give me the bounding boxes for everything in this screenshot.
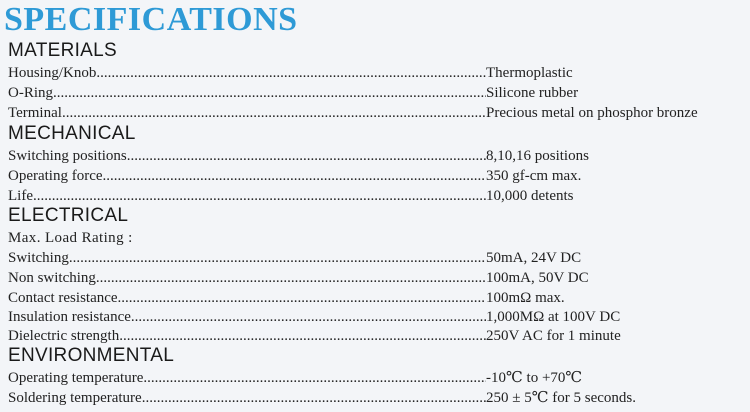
spec-value: 100mΩ max.: [486, 290, 565, 306]
spec-label: Non switching .....: [8, 268, 486, 288]
spec-row: [8, 103, 748, 123]
spec-value: 50mA, 24V DC: [486, 250, 582, 266]
page-title: SPECIFICATIONS: [4, 1, 298, 38]
spec-label: Operating temperature .....: [8, 368, 486, 388]
spec-label: Contact resistance .....: [8, 288, 486, 308]
spec-label: Switching .....: [8, 248, 486, 268]
spec-value: Precious metal on phosphor bronze: [486, 105, 698, 121]
spec-row: [8, 83, 748, 103]
spec-row: [8, 307, 748, 327]
section-heading-materials: MATERIALS: [8, 40, 117, 61]
spec-row: [8, 326, 748, 346]
spec-row: [8, 268, 748, 288]
spec-row: [8, 186, 748, 206]
spec-row: [8, 288, 748, 308]
spec-label: Switching positions .....: [8, 146, 486, 166]
spec-label: Terminal .....: [8, 103, 486, 123]
spec-row: [8, 146, 748, 166]
section-heading-environmental: ENVIRONMENTAL: [8, 345, 175, 366]
spec-label: O-Ring .....: [8, 83, 486, 103]
spec-label: Insulation resistance .....: [8, 307, 486, 327]
spec-label: Operating force .....: [8, 166, 486, 186]
load-rating-subheading: Max. Load Rating :: [8, 230, 133, 246]
spec-value: 10,000 detents: [486, 188, 574, 204]
spec-value: Thermoplastic: [486, 65, 573, 81]
section-heading-mechanical: MECHANICAL: [8, 123, 136, 144]
section-heading-electrical: ELECTRICAL: [8, 205, 129, 226]
spec-value: 100mA, 50V DC: [486, 270, 589, 286]
spec-row: [8, 166, 748, 186]
spec-label: Soldering temperature .....: [8, 388, 486, 408]
spec-value: Silicone rubber: [486, 85, 579, 101]
spec-label: Housing/Knob .....: [8, 63, 486, 83]
spec-value: -10℃ to +70℃: [486, 370, 583, 386]
spec-value: 350 gf-cm max.: [486, 168, 582, 184]
spec-row: [8, 248, 748, 268]
spec-row: [8, 368, 748, 388]
spec-row: [8, 388, 748, 408]
spec-value: 1,000MΩ at 100V DC: [486, 309, 621, 325]
spec-row: [8, 63, 748, 83]
spec-label: Life .....: [8, 186, 486, 206]
spec-value: 250V AC for 1 minute: [486, 328, 621, 344]
spec-value: 250 ± 5℃ for 5 seconds.: [486, 390, 636, 406]
spec-value: 8,10,16 positions: [486, 148, 589, 164]
spec-label: Dielectric strength .....: [8, 326, 486, 346]
